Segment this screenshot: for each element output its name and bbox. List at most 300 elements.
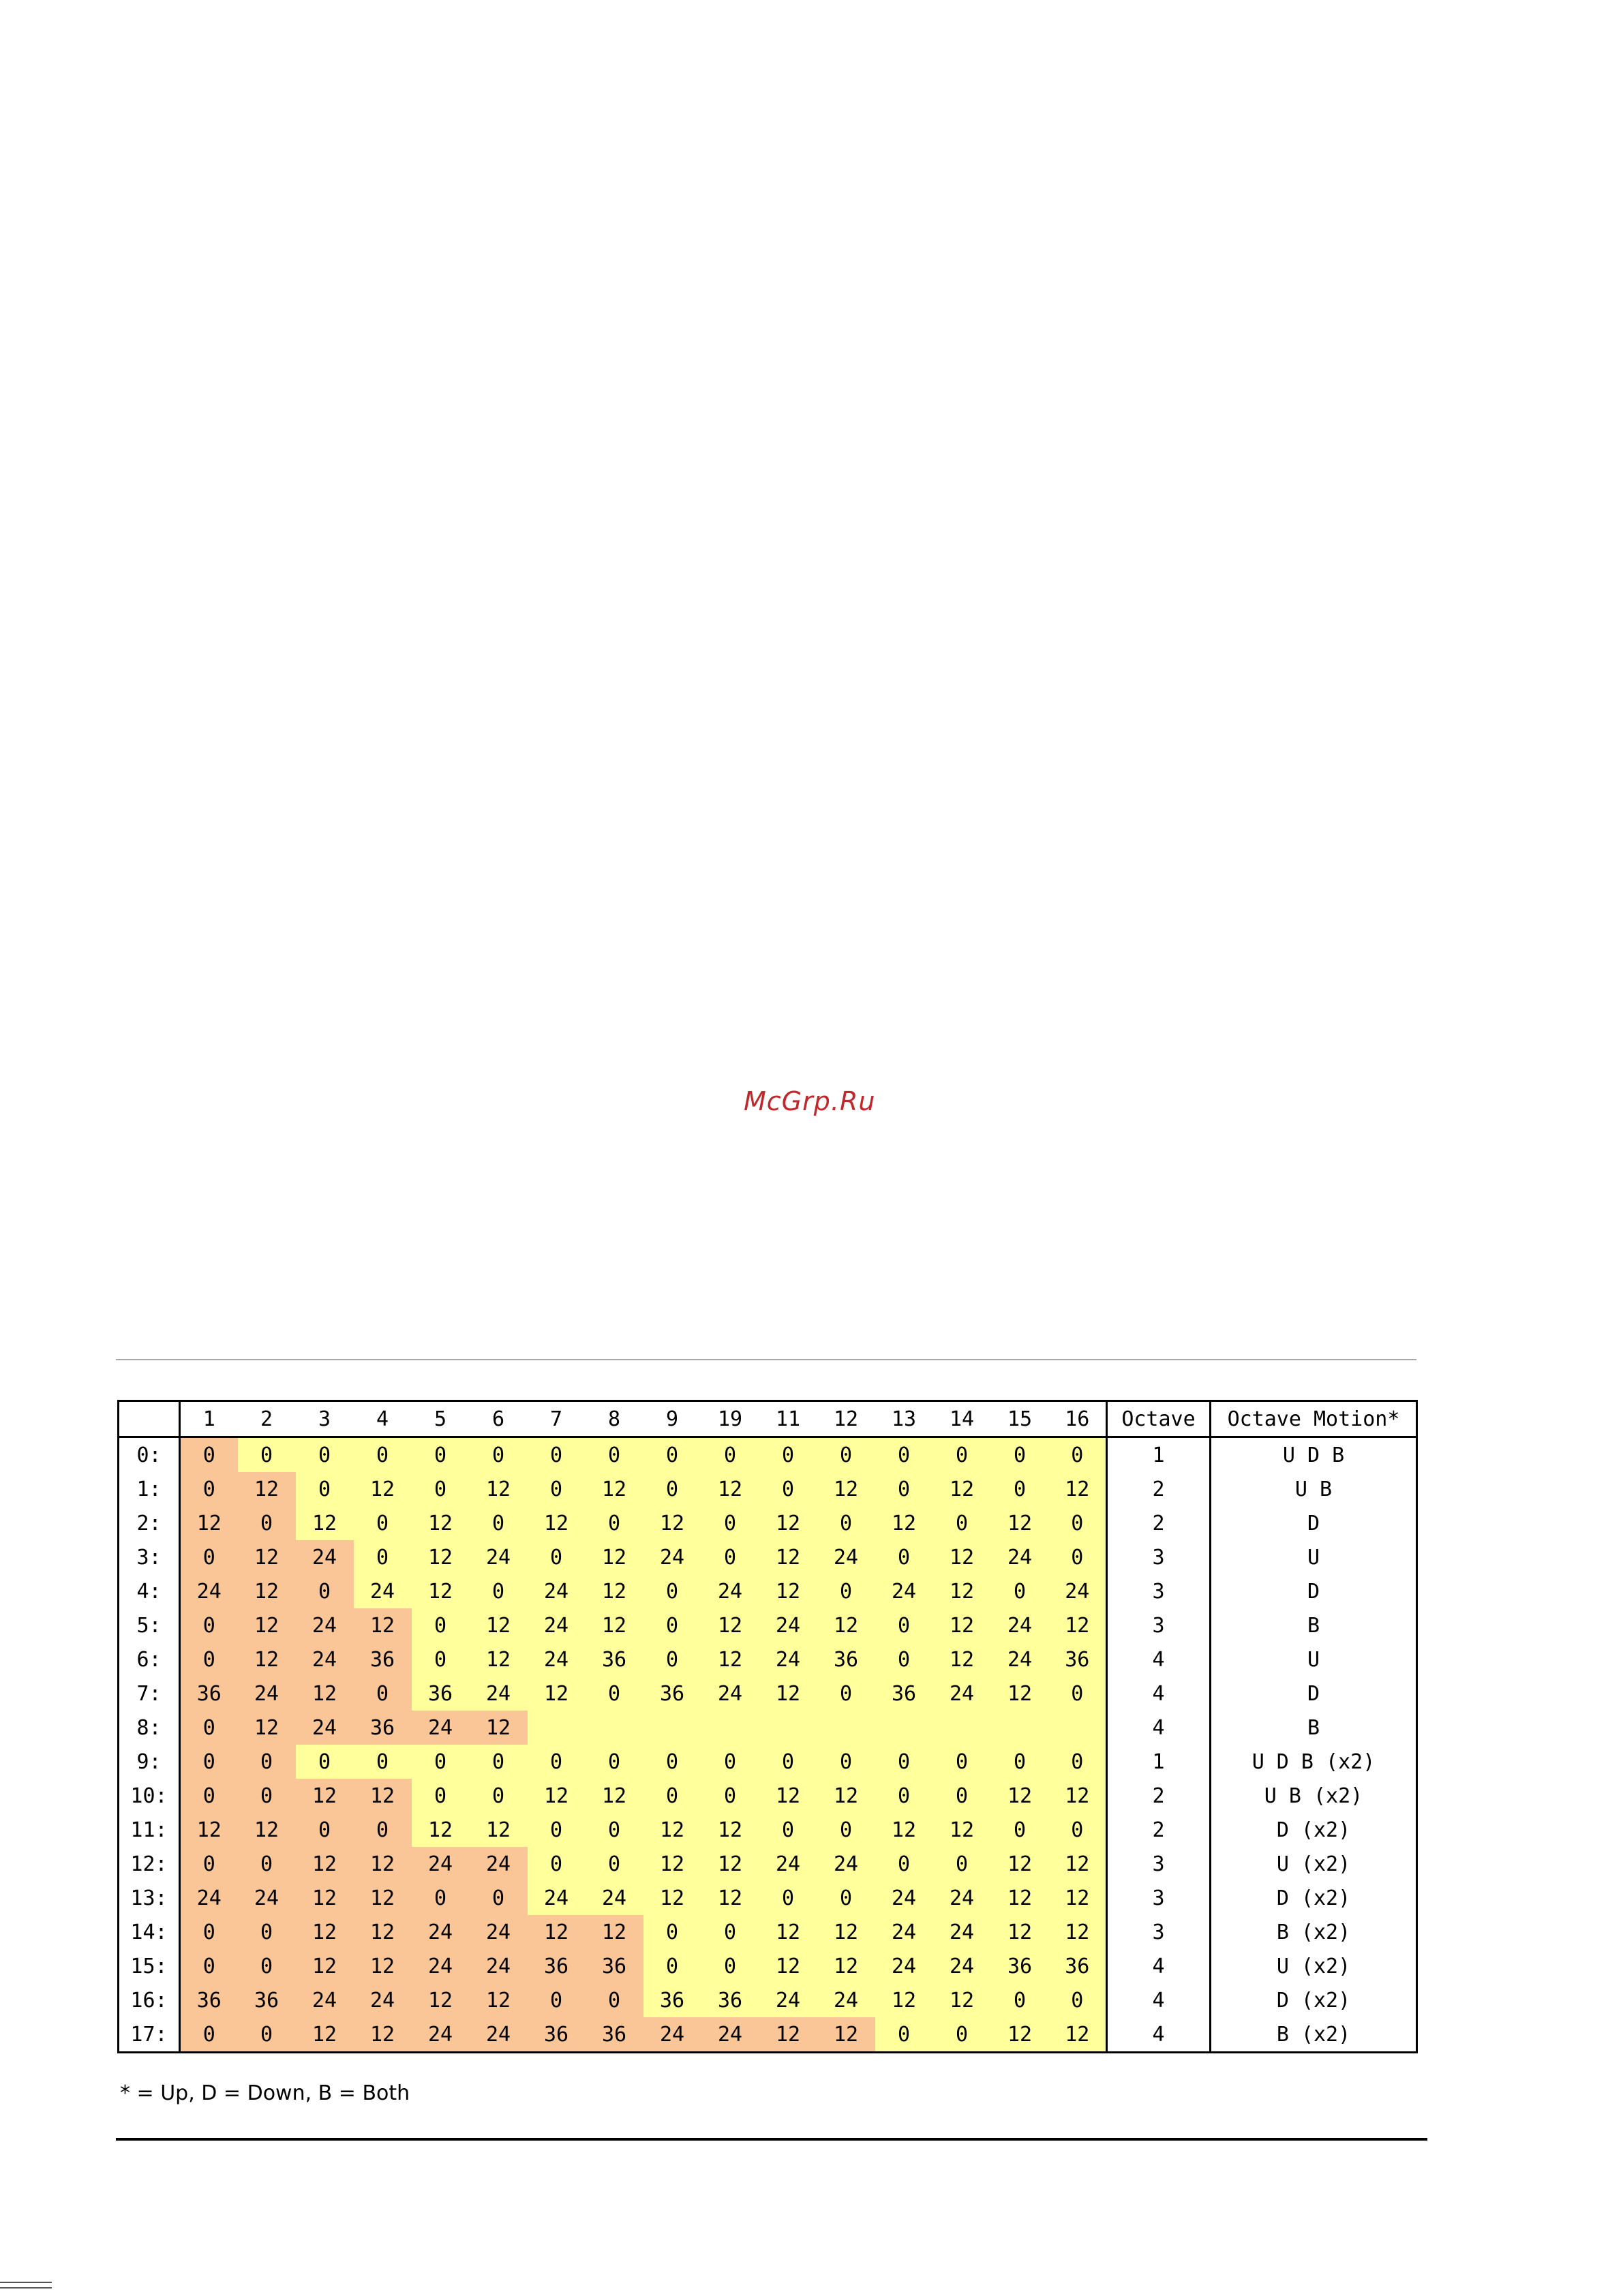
value-cell: 12 [180, 1506, 238, 1540]
octave-cell: 2 [1107, 1813, 1211, 1847]
value-cell: 12 [875, 1983, 933, 2017]
value-cell: 12 [238, 1642, 296, 1677]
table-row [119, 1779, 1417, 1813]
octave-cell: 3 [1107, 1915, 1211, 1949]
value-cell: 12 [1049, 1779, 1107, 1813]
octave-motion-header: Octave Motion* [1211, 1401, 1417, 1437]
value-cell: 12 [701, 1472, 759, 1506]
value-cell: 24 [412, 1949, 470, 1983]
row-label: 10: [119, 1779, 180, 1813]
row-label: 2: [119, 1506, 180, 1540]
value-cell: 12 [817, 2017, 875, 2053]
value-cell: 12 [1049, 1881, 1107, 1915]
value-cell: 0 [875, 1437, 933, 1473]
value-cell: 36 [817, 1642, 875, 1677]
column-header: 3 [296, 1401, 354, 1437]
table-row [119, 1847, 1417, 1881]
value-cell: 24 [875, 1574, 933, 1608]
value-cell: 12 [412, 1813, 470, 1847]
column-header: 11 [759, 1401, 817, 1437]
value-cell: 0 [759, 1745, 817, 1779]
table-row [119, 1608, 1417, 1642]
column-header: 13 [875, 1401, 933, 1437]
value-cell: 0 [875, 1642, 933, 1677]
value-cell: 0 [528, 1437, 586, 1473]
value-cell: 24 [643, 1540, 701, 1574]
value-cell: 0 [875, 1745, 933, 1779]
column-header: 9 [643, 1401, 701, 1437]
value-cell: 12 [875, 1506, 933, 1540]
value-cell: 24 [817, 1983, 875, 2017]
value-cell: 0 [759, 1472, 817, 1506]
value-cell: 24 [875, 1915, 933, 1949]
value-cell: 0 [643, 1472, 701, 1506]
value-cell: 24 [180, 1574, 238, 1608]
value-cell: 0 [933, 1745, 991, 1779]
value-cell: 0 [528, 1983, 586, 2017]
octave-cell: 4 [1107, 1949, 1211, 1983]
value-cell: 0 [991, 1437, 1049, 1473]
value-cell: 12 [296, 1677, 354, 1711]
value-cell: 24 [991, 1608, 1049, 1642]
value-cell: 12 [354, 1472, 412, 1506]
value-cell: 0 [354, 1677, 412, 1711]
value-cell: 12 [701, 1642, 759, 1677]
value-cell: 24 [875, 1949, 933, 1983]
value-cell: 12 [470, 1642, 528, 1677]
value-cell: 12 [817, 1608, 875, 1642]
value-cell: 12 [528, 1677, 586, 1711]
octave-motion-cell: U D B (x2) [1211, 1745, 1417, 1779]
value-cell: 12 [759, 1779, 817, 1813]
value-cell: 0 [933, 1437, 991, 1473]
value-cell: 12 [528, 1506, 586, 1540]
column-header: 2 [238, 1401, 296, 1437]
value-cell: 12 [412, 1983, 470, 2017]
value-cell: 0 [817, 1881, 875, 1915]
table-row [119, 1949, 1417, 1983]
value-cell: 12 [759, 1506, 817, 1540]
value-cell: 24 [354, 1574, 412, 1608]
value-cell: 24 [412, 1915, 470, 1949]
value-cell: 24 [875, 1881, 933, 1915]
value-cell: 12 [991, 1847, 1049, 1881]
value-cell: 24 [759, 1642, 817, 1677]
table-row [119, 1506, 1417, 1540]
top-rule [116, 1359, 1416, 1360]
value-cell: 0 [933, 2017, 991, 2053]
column-header: 7 [528, 1401, 586, 1437]
table-row [119, 1472, 1417, 1506]
value-cell: 36 [586, 1949, 643, 1983]
table-header-row [119, 1401, 1417, 1437]
value-cell: 24 [528, 1881, 586, 1915]
value-cell: 12 [470, 1983, 528, 2017]
octave-cell: 3 [1107, 1881, 1211, 1915]
value-cell: 24 [296, 1608, 354, 1642]
value-cell: 24 [528, 1642, 586, 1677]
value-cell: 12 [759, 1915, 817, 1949]
value-cell: 0 [238, 1745, 296, 1779]
table-row [119, 1813, 1417, 1847]
value-cell: 36 [180, 1677, 238, 1711]
value-cell [643, 1711, 701, 1745]
value-cell: 0 [701, 1779, 759, 1813]
value-cell: 12 [354, 1881, 412, 1915]
value-cell: 24 [991, 1540, 1049, 1574]
value-cell: 0 [817, 1437, 875, 1473]
value-cell: 0 [701, 1437, 759, 1473]
value-cell: 12 [701, 1881, 759, 1915]
table-row [119, 1711, 1417, 1745]
row-label: 14: [119, 1915, 180, 1949]
octave-motion-cell: U (x2) [1211, 1949, 1417, 1983]
value-cell: 0 [933, 1847, 991, 1881]
value-cell: 36 [643, 1983, 701, 2017]
value-cell: 12 [296, 1847, 354, 1881]
octave-cell: 2 [1107, 1779, 1211, 1813]
value-cell: 12 [296, 1779, 354, 1813]
octave-motion-cell: B [1211, 1711, 1417, 1745]
value-cell: 0 [875, 1608, 933, 1642]
octave-motion-cell: D (x2) [1211, 1881, 1417, 1915]
value-cell: 36 [1049, 1949, 1107, 1983]
value-cell: 0 [875, 1540, 933, 1574]
value-cell: 12 [238, 1711, 296, 1745]
value-cell: 0 [759, 1881, 817, 1915]
value-cell: 12 [643, 1881, 701, 1915]
value-cell: 0 [643, 1779, 701, 1813]
value-cell: 24 [412, 1847, 470, 1881]
column-header: 1 [180, 1401, 238, 1437]
value-cell: 12 [296, 1881, 354, 1915]
value-cell: 0 [817, 1745, 875, 1779]
value-cell: 36 [875, 1677, 933, 1711]
value-cell: 12 [586, 1472, 643, 1506]
value-cell: 12 [817, 1915, 875, 1949]
value-cell: 24 [470, 1540, 528, 1574]
value-cell: 0 [933, 1506, 991, 1540]
row-label: 9: [119, 1745, 180, 1779]
octave-cell: 3 [1107, 1540, 1211, 1574]
value-cell: 12 [759, 1949, 817, 1983]
value-cell: 0 [412, 1608, 470, 1642]
value-cell: 0 [470, 1745, 528, 1779]
octave-cell: 4 [1107, 1711, 1211, 1745]
value-cell: 0 [528, 1472, 586, 1506]
value-cell: 12 [875, 1813, 933, 1847]
value-cell: 0 [643, 1915, 701, 1949]
row-label: 3: [119, 1540, 180, 1574]
value-cell: 0 [180, 1847, 238, 1881]
value-cell: 0 [643, 1437, 701, 1473]
column-header: 15 [991, 1401, 1049, 1437]
column-header: 16 [1049, 1401, 1107, 1437]
value-cell: 24 [238, 1677, 296, 1711]
row-label: 8: [119, 1711, 180, 1745]
value-cell: 12 [470, 1608, 528, 1642]
table-row [119, 2017, 1417, 2053]
value-cell: 12 [586, 1779, 643, 1813]
value-cell: 24 [296, 1642, 354, 1677]
value-cell: 0 [354, 1813, 412, 1847]
value-cell: 24 [1049, 1574, 1107, 1608]
value-cell: 0 [180, 1779, 238, 1813]
value-cell: 12 [238, 1472, 296, 1506]
value-cell: 12 [759, 1574, 817, 1608]
value-cell: 12 [238, 1540, 296, 1574]
octave-motion-cell: D [1211, 1506, 1417, 1540]
value-cell: 0 [643, 1642, 701, 1677]
value-cell: 0 [354, 1745, 412, 1779]
octave-motion-cell: U B [1211, 1472, 1417, 1506]
value-cell: 0 [991, 1472, 1049, 1506]
value-cell: 0 [180, 1472, 238, 1506]
value-cell: 12 [1049, 1915, 1107, 1949]
octave-motion-cell: B [1211, 1608, 1417, 1642]
value-cell: 0 [817, 1677, 875, 1711]
table-row [119, 1642, 1417, 1677]
value-cell: 12 [238, 1608, 296, 1642]
value-cell: 0 [180, 1437, 238, 1473]
value-cell: 12 [991, 1506, 1049, 1540]
value-cell: 0 [1049, 1540, 1107, 1574]
value-cell: 0 [875, 2017, 933, 2053]
table-row [119, 1677, 1417, 1711]
row-label: 16: [119, 1983, 180, 2017]
value-cell: 0 [875, 1472, 933, 1506]
value-cell: 12 [354, 2017, 412, 2053]
value-cell: 0 [528, 1745, 586, 1779]
value-cell: 12 [933, 1642, 991, 1677]
value-cell: 24 [412, 1711, 470, 1745]
footnote: * = Up, D = Down, B = Both [120, 2081, 410, 2105]
row-label: 0: [119, 1437, 180, 1473]
column-header: 8 [586, 1401, 643, 1437]
value-cell: 24 [701, 1574, 759, 1608]
value-cell: 0 [933, 1779, 991, 1813]
value-cell: 24 [412, 2017, 470, 2053]
row-label: 5: [119, 1608, 180, 1642]
value-cell: 24 [470, 1847, 528, 1881]
octave-motion-cell: U [1211, 1642, 1417, 1677]
value-cell: 12 [933, 1608, 991, 1642]
value-cell: 0 [643, 1574, 701, 1608]
row-label: 11: [119, 1813, 180, 1847]
value-cell: 0 [1049, 1506, 1107, 1540]
value-cell: 12 [470, 1813, 528, 1847]
value-cell: 12 [643, 1847, 701, 1881]
value-cell: 24 [528, 1574, 586, 1608]
value-cell: 0 [470, 1779, 528, 1813]
octave-cell: 1 [1107, 1437, 1211, 1473]
value-cell: 36 [180, 1983, 238, 2017]
value-cell: 12 [412, 1540, 470, 1574]
table-row [119, 1915, 1417, 1949]
value-cell: 36 [412, 1677, 470, 1711]
value-cell: 0 [180, 1642, 238, 1677]
value-cell: 0 [759, 1437, 817, 1473]
value-cell: 0 [238, 2017, 296, 2053]
value-cell: 0 [238, 1949, 296, 1983]
value-cell: 0 [238, 1779, 296, 1813]
value-cell: 0 [1049, 1437, 1107, 1473]
value-cell: 0 [875, 1847, 933, 1881]
octave-motion-cell: D (x2) [1211, 1983, 1417, 2017]
value-cell: 36 [528, 2017, 586, 2053]
octave-header: Octave [1107, 1401, 1211, 1437]
value-cell: 0 [180, 1540, 238, 1574]
watermark: McGrp.Ru [744, 1086, 876, 1116]
octave-motion-cell: U (x2) [1211, 1847, 1417, 1881]
value-cell: 24 [238, 1881, 296, 1915]
row-label: 13: [119, 1881, 180, 1915]
value-cell: 0 [412, 1472, 470, 1506]
octave-cell: 2 [1107, 1506, 1211, 1540]
value-cell [933, 1711, 991, 1745]
value-cell: 12 [586, 1574, 643, 1608]
row-label: 1: [119, 1472, 180, 1506]
value-cell: 0 [586, 1847, 643, 1881]
value-cell: 12 [643, 1506, 701, 1540]
octave-motion-cell: D [1211, 1677, 1417, 1711]
table-row [119, 1574, 1417, 1608]
table-row [119, 1881, 1417, 1915]
value-cell: 12 [354, 1779, 412, 1813]
value-cell: 24 [759, 1608, 817, 1642]
octave-motion-cell: B (x2) [1211, 1915, 1417, 1949]
value-cell: 12 [296, 1949, 354, 1983]
value-cell: 36 [238, 1983, 296, 2017]
value-cell: 0 [296, 1813, 354, 1847]
value-cell [528, 1711, 586, 1745]
value-cell: 0 [296, 1574, 354, 1608]
octave-pattern-table [117, 1400, 1418, 2053]
value-cell: 0 [701, 1506, 759, 1540]
table-row [119, 1745, 1417, 1779]
value-cell: 0 [180, 1915, 238, 1949]
corner-cell [119, 1401, 180, 1437]
value-cell: 24 [470, 1677, 528, 1711]
value-cell: 0 [701, 1540, 759, 1574]
value-cell: 0 [586, 1437, 643, 1473]
value-cell: 36 [643, 1677, 701, 1711]
value-cell: 0 [238, 1506, 296, 1540]
value-cell: 0 [470, 1881, 528, 1915]
value-cell: 0 [180, 1711, 238, 1745]
value-cell: 0 [586, 1506, 643, 1540]
value-cell: 0 [528, 1847, 586, 1881]
octave-motion-cell: U [1211, 1540, 1417, 1574]
value-cell: 24 [817, 1540, 875, 1574]
value-cell: 24 [991, 1642, 1049, 1677]
value-cell: 0 [180, 1608, 238, 1642]
value-cell: 0 [586, 1983, 643, 2017]
octave-cell: 2 [1107, 1472, 1211, 1506]
value-cell: 12 [586, 1915, 643, 1949]
value-cell: 12 [354, 1949, 412, 1983]
value-cell: 0 [991, 1574, 1049, 1608]
value-cell: 24 [296, 1983, 354, 2017]
value-cell: 12 [1049, 1608, 1107, 1642]
value-cell: 24 [817, 1847, 875, 1881]
value-cell: 12 [933, 1983, 991, 2017]
value-cell: 36 [528, 1949, 586, 1983]
value-cell: 12 [412, 1506, 470, 1540]
octave-motion-cell: U B (x2) [1211, 1779, 1417, 1813]
value-cell: 12 [354, 1915, 412, 1949]
octave-cell: 4 [1107, 1642, 1211, 1677]
value-cell: 12 [1049, 1847, 1107, 1881]
value-cell: 0 [470, 1437, 528, 1473]
value-cell: 12 [991, 2017, 1049, 2053]
value-cell: 0 [238, 1847, 296, 1881]
value-cell: 0 [180, 2017, 238, 2053]
column-header: 14 [933, 1401, 991, 1437]
value-cell: 12 [296, 1915, 354, 1949]
value-cell: 0 [296, 1745, 354, 1779]
value-cell: 0 [991, 1745, 1049, 1779]
value-cell: 0 [586, 1813, 643, 1847]
column-header: 5 [412, 1401, 470, 1437]
value-cell: 36 [701, 1983, 759, 2017]
value-cell: 24 [528, 1608, 586, 1642]
row-label: 6: [119, 1642, 180, 1677]
value-cell: 12 [701, 1847, 759, 1881]
octave-motion-cell: B (x2) [1211, 2017, 1417, 2053]
value-cell: 12 [933, 1472, 991, 1506]
value-cell [759, 1711, 817, 1745]
value-cell: 12 [296, 2017, 354, 2053]
row-label: 4: [119, 1574, 180, 1608]
value-cell: 12 [759, 1677, 817, 1711]
value-cell: 24 [759, 1983, 817, 2017]
octave-cell: 1 [1107, 1745, 1211, 1779]
value-cell: 24 [296, 1540, 354, 1574]
value-cell [817, 1711, 875, 1745]
value-cell: 12 [817, 1779, 875, 1813]
value-cell: 12 [470, 1711, 528, 1745]
value-cell: 0 [643, 1745, 701, 1779]
value-cell: 0 [180, 1745, 238, 1779]
value-cell: 12 [991, 1915, 1049, 1949]
column-header: 12 [817, 1401, 875, 1437]
octave-motion-cell: U D B [1211, 1437, 1417, 1473]
octave-motion-cell: D (x2) [1211, 1813, 1417, 1847]
value-cell: 36 [354, 1642, 412, 1677]
value-cell: 24 [933, 1881, 991, 1915]
value-cell [701, 1711, 759, 1745]
value-cell: 0 [817, 1506, 875, 1540]
value-cell: 0 [412, 1745, 470, 1779]
value-cell: 0 [991, 1983, 1049, 2017]
value-cell: 12 [354, 1608, 412, 1642]
value-cell: 12 [759, 2017, 817, 2053]
value-cell: 0 [412, 1642, 470, 1677]
value-cell: 12 [701, 1608, 759, 1642]
table-row [119, 1983, 1417, 2017]
octave-motion-cell: D [1211, 1574, 1417, 1608]
value-cell: 0 [238, 1915, 296, 1949]
value-cell: 0 [1049, 1677, 1107, 1711]
value-cell: 24 [296, 1711, 354, 1745]
value-cell: 0 [817, 1574, 875, 1608]
value-cell: 24 [701, 1677, 759, 1711]
octave-cell: 4 [1107, 1983, 1211, 2017]
table-row [119, 1437, 1417, 1473]
value-cell [875, 1711, 933, 1745]
value-cell: 12 [759, 1540, 817, 1574]
